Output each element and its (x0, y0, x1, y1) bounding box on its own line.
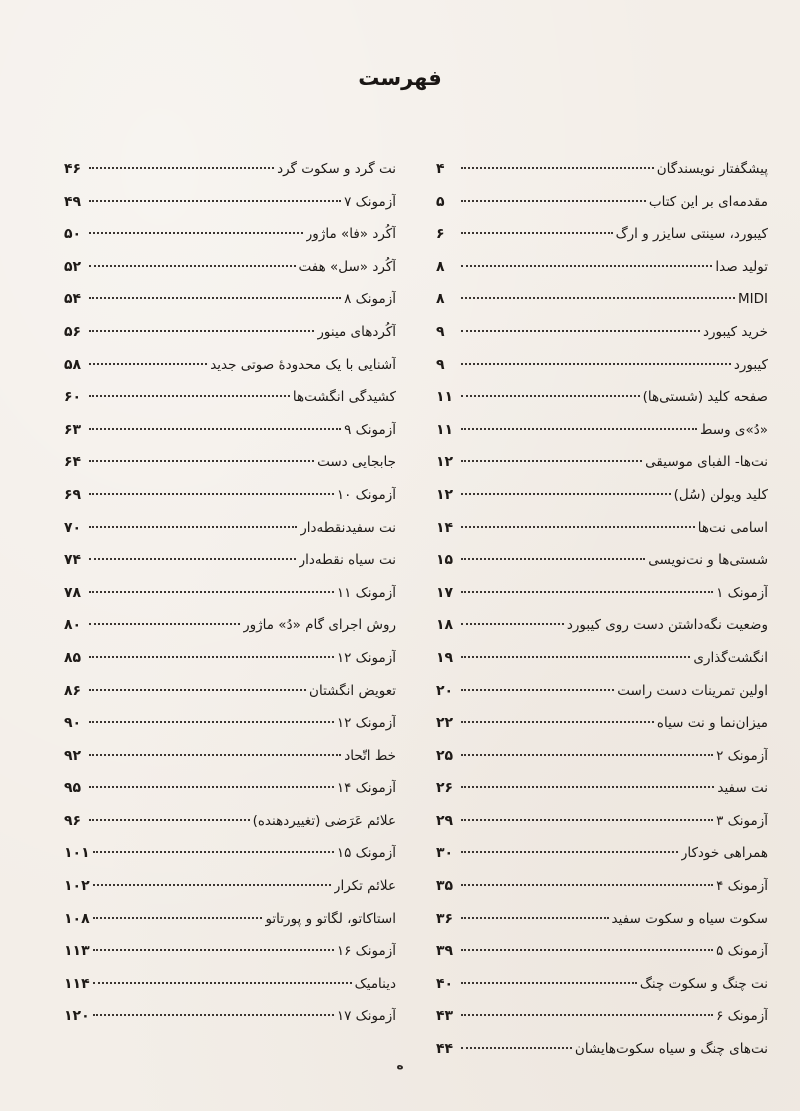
dot-leader (461, 786, 714, 788)
toc-entry-page: ۲۹ (436, 812, 454, 829)
dot-leader (93, 1014, 334, 1016)
toc-entry-page: ۴۴ (436, 1041, 454, 1058)
toc-entry-page: ۸۰ (64, 617, 82, 634)
dot-leader (93, 949, 334, 951)
toc-entry-page: ۵ (436, 193, 445, 210)
toc-entry-page: ۶۹ (64, 486, 82, 503)
dot-leader (461, 1014, 713, 1016)
toc-entry-title: آزمونک ۱ (716, 584, 768, 601)
dot-leader (89, 395, 290, 397)
toc-entry-page: ۲۲ (436, 715, 454, 732)
toc-entry-page: ۴۳ (436, 1008, 454, 1025)
toc-entry-page: ۶۴ (64, 454, 82, 471)
toc-entry-page: ۹ (436, 356, 445, 373)
toc-entry (64, 941, 396, 974)
toc-entry (436, 322, 768, 355)
toc-entry (64, 289, 396, 322)
toc-entry-page: ۱۰۸ (64, 910, 90, 927)
toc-entry (64, 713, 396, 746)
dot-leader (461, 917, 609, 919)
toc-entry-page: ۱۸ (436, 617, 454, 634)
toc-entry-title: مقدمه‌ای بر این کتاب (648, 193, 768, 210)
toc-entry (436, 615, 768, 648)
toc-entry-page: ۶ (436, 226, 445, 243)
dot-leader (89, 689, 306, 691)
toc-entry (436, 387, 768, 420)
toc-entry-title: اولین تمرینات دست راست (617, 682, 768, 699)
dot-leader (89, 363, 207, 365)
toc-entry-page: ۷۸ (64, 584, 82, 601)
dot-leader (461, 558, 645, 560)
toc-entry (64, 452, 396, 485)
toc-entry-page: ۱۹ (436, 649, 454, 666)
toc-entry-title: آزمونک ۷ (344, 193, 396, 210)
dot-leader (461, 721, 654, 723)
toc-entry (436, 355, 768, 388)
dot-leader (461, 200, 646, 202)
toc-entry-page: ۵۲ (64, 258, 82, 275)
dot-leader (461, 851, 678, 853)
toc-entry (436, 909, 768, 942)
dot-leader (461, 395, 640, 397)
toc-entry-page: ۱۲۰ (64, 1008, 90, 1025)
toc-entry-title: آزمونک ۱۲ (336, 715, 396, 732)
toc-entry (64, 159, 396, 192)
toc-entry-title: دینامیک (354, 975, 396, 992)
toc-entry-page: ۶۳ (64, 421, 82, 438)
dot-leader (461, 493, 671, 495)
dot-leader (89, 297, 341, 299)
toc-entry (64, 550, 396, 583)
dot-leader (461, 330, 700, 332)
toc-entry-page: ۸ (436, 291, 445, 308)
toc-entry-page: ۱۲ (436, 454, 454, 471)
toc-entry-page: ۴۶ (64, 161, 82, 177)
toc-column-right (436, 159, 768, 1072)
toc-entry-title: تعویض انگشتان (309, 682, 396, 699)
dot-leader (461, 689, 614, 691)
toc-entry-title: آزمونک ۱۶ (336, 943, 396, 960)
toc-entry (64, 518, 396, 551)
toc-entry (436, 941, 768, 974)
toc-entry-page: ۷۰ (64, 519, 82, 536)
toc-entry (64, 746, 396, 779)
dot-leader (89, 623, 240, 625)
toc-entry-title: کشیدگی انگشت‌ها (292, 389, 396, 406)
toc-entry-title: آکُردهای مینور (317, 323, 396, 340)
toc-entry (64, 974, 396, 1007)
toc-entry-title: نت سفیدنقطه‌دار (300, 519, 396, 536)
dot-leader (461, 656, 690, 658)
toc-entry (436, 224, 768, 257)
toc-entry-title: جابجایی دست (317, 454, 396, 471)
toc-entry (436, 257, 768, 290)
toc-entry-title: آزمونک ۱۴ (336, 780, 396, 797)
toc-entry (436, 713, 768, 746)
toc-entry-title: «دُ»ی وسط (699, 421, 768, 438)
toc-entry (64, 224, 396, 257)
toc-entry (436, 485, 768, 518)
toc-entry-page: ۸۵ (64, 649, 82, 666)
toc-entry-page: ۲۶ (436, 780, 454, 797)
toc-entry-page: ۴۹ (64, 193, 82, 210)
dot-leader (461, 623, 564, 625)
dot-leader (461, 297, 735, 299)
toc-entry-page: ۹۶ (64, 812, 82, 829)
toc-entry-page: ۸۶ (64, 682, 82, 699)
toc-entry-page: ۴۰ (436, 975, 454, 992)
toc-entry-page: ۵۶ (64, 323, 82, 340)
toc-entry-title: همراهی خودکار (680, 845, 768, 862)
toc-column-left (64, 159, 396, 1039)
dot-leader (89, 265, 296, 267)
dot-leader (461, 363, 731, 365)
toc-entry-page: ۳۵ (436, 878, 454, 895)
toc-entry (436, 648, 768, 681)
toc-entry-title: خرید کیبورد (702, 323, 768, 340)
toc-entry-title: خط اتّحاد (344, 747, 396, 764)
toc-entry-page: ۹ (436, 323, 445, 340)
toc-entry (436, 583, 768, 616)
toc-entry-page: ۵۰ (64, 226, 82, 243)
toc-entry-title: آزمونک ۱۱ (336, 584, 396, 601)
toc-entry-title: صفحه کلید (شستی‌ها) (642, 389, 768, 406)
dot-leader (461, 1047, 572, 1049)
dot-leader (89, 428, 341, 430)
toc-entry (436, 550, 768, 583)
toc-entry-title: آزمونک ۱۷ (336, 1008, 396, 1025)
toc-entry-page: ۱۱ (436, 389, 454, 406)
toc-entry (64, 615, 396, 648)
toc-entry-page: ۳۰ (436, 845, 454, 862)
toc-entry (64, 1006, 396, 1039)
toc-entry-page: ۱۵ (436, 552, 454, 569)
toc-entry (64, 355, 396, 388)
toc-entry-title: آزمونک ۴ (716, 878, 768, 895)
toc-entry-title: علائم تکرار (333, 878, 396, 895)
dot-leader (89, 493, 334, 495)
toc-entry (64, 387, 396, 420)
toc-entry (436, 746, 768, 779)
toc-entry (436, 974, 768, 1007)
toc-entry (436, 420, 768, 453)
toc-entry (436, 192, 768, 225)
toc-entry-title: نت‌ها- الفبای موسیقی (645, 454, 768, 471)
toc-entry (436, 778, 768, 811)
dot-leader (89, 819, 250, 821)
dot-leader (461, 591, 713, 593)
toc-entry (64, 257, 396, 290)
toc-entry-page: ۱۱۴ (64, 975, 90, 992)
toc-entry (64, 876, 396, 909)
toc-entry-title: آزمونک ۱۵ (336, 845, 396, 862)
toc-entry-title: سکوت سیاه و سکوت سفید (611, 910, 768, 927)
toc-entry-page: ۲۵ (436, 747, 454, 764)
toc-entry-title: آکُرد «سل» هفت (298, 258, 396, 275)
dot-leader (89, 591, 334, 593)
dot-leader (89, 754, 341, 756)
toc-entry (436, 289, 768, 322)
toc-entry-page: ۵۸ (64, 356, 82, 373)
toc-entry (64, 485, 396, 518)
dot-leader (461, 460, 642, 462)
toc-entry (436, 843, 768, 876)
dot-leader (461, 982, 637, 984)
toc-entry-title: شستی‌ها و نت‌نویسی (648, 552, 768, 569)
toc-entry-page: ۱۱۳ (64, 943, 90, 960)
toc-entry (436, 452, 768, 485)
dot-leader (89, 656, 334, 658)
toc-entry-title: تولید صدا (715, 258, 768, 275)
toc-entry (64, 811, 396, 844)
toc-entry-title: آکُرد «فا» ماژور (305, 226, 396, 243)
toc-entry-title: نت سفید (717, 780, 768, 797)
toc-entry-title: میزان‌نما و نت سیاه (656, 715, 768, 732)
dot-leader (89, 526, 297, 528)
dot-leader (93, 884, 331, 886)
dot-leader (89, 330, 314, 332)
toc-entry-title: اسامی نت‌ها (697, 519, 768, 536)
toc-entry-title: کلید ویولن (سُل) (673, 486, 768, 503)
toc-entry-page: ۳۹ (436, 943, 454, 960)
toc-entry-page: ۱۰۲ (64, 878, 90, 895)
toc-entry (436, 518, 768, 551)
toc-entry-page: ۹۵ (64, 780, 82, 797)
dot-leader (89, 786, 334, 788)
toc-entry-title: MIDI (737, 291, 768, 308)
dot-leader (89, 232, 303, 234)
toc-entry-title: آزمونک ۹ (344, 421, 396, 438)
dot-leader (461, 949, 713, 951)
toc-entry-title: آشنایی با یک محدودهٔ صوتی جدید (210, 356, 396, 373)
toc-entry (64, 778, 396, 811)
toc-entry-title: کیبورد، سینتی سایزر و ارگ (615, 226, 768, 243)
toc-entry-title: کیبورد (733, 356, 768, 373)
toc-entry-page: ۴ (436, 161, 445, 177)
toc-entry-title: نت چنگ و سکوت چنگ (639, 975, 768, 992)
toc-entry (436, 876, 768, 909)
dot-leader (461, 754, 713, 756)
toc-entry-title: نت سیاه نقطه‌دار (298, 552, 396, 569)
dot-leader (89, 200, 341, 202)
toc-entry-page: ۶۰ (64, 389, 82, 406)
toc-entry-title: پیشگفتار نویسندگان (656, 161, 768, 177)
toc-entry (64, 583, 396, 616)
toc-entry-page: ۸ (436, 258, 445, 275)
dot-leader (461, 167, 654, 169)
toc-entry (64, 420, 396, 453)
dot-leader (461, 526, 695, 528)
toc-entry-title: استاکاتو، لگاتو و پورتاتو (265, 910, 396, 927)
toc-entry-page: ۵۴ (64, 291, 82, 308)
dot-leader (461, 884, 713, 886)
page-title: فهرست (358, 66, 442, 90)
toc-entry-title: آزمونک ۱۲ (336, 649, 396, 666)
toc-entry-page: ۹۰ (64, 715, 82, 732)
toc-entry-title: روش اجرای گام «دُ» ماژور (243, 617, 396, 634)
toc-entry-title: آزمونک ۲ (716, 747, 768, 764)
dot-leader (89, 721, 334, 723)
toc-entry (64, 681, 396, 714)
dot-leader (93, 982, 352, 984)
toc-entry-page: ۷۴ (64, 552, 82, 569)
dot-leader (93, 851, 334, 853)
toc-entry (64, 648, 396, 681)
toc-entry-page: ۱۷ (436, 584, 454, 601)
toc-entry-title: نت گرد و سکوت گرد (277, 161, 396, 177)
toc-entry (64, 322, 396, 355)
toc-entry-title: انگشت‌گذاری (693, 649, 768, 666)
toc-entry (436, 681, 768, 714)
page-folio: ه (396, 1058, 404, 1072)
toc-entry-page: ۲۰ (436, 682, 454, 699)
toc-entry (436, 811, 768, 844)
toc-entry-page: ۱۲ (436, 486, 454, 503)
dot-leader (461, 265, 712, 267)
toc-entry (64, 843, 396, 876)
toc-entry-title: نت‌های چنگ و سیاه سکوت‌هایشان (574, 1041, 768, 1058)
toc-entry (436, 1006, 768, 1039)
toc-entry-title: آزمونک ۸ (344, 291, 396, 308)
toc-entry (436, 159, 768, 192)
toc-entry-page: ۳۶ (436, 910, 454, 927)
toc-entry (64, 909, 396, 942)
dot-leader (89, 558, 296, 560)
toc-entry-title: وضعیت نگه‌داشتن دست روی کیبورد (566, 617, 768, 634)
dot-leader (89, 460, 314, 462)
toc-entry-page: ۹۲ (64, 747, 82, 764)
toc-entry-title: آزمونک ۶ (716, 1008, 768, 1025)
toc-entry-page: ۱۴ (436, 519, 454, 536)
dot-leader (461, 428, 697, 430)
toc-entry-title: آزمونک ۳ (716, 812, 768, 829)
toc-entry-title: آزمونک ۵ (716, 943, 768, 960)
toc-entry-page: ۱۱ (436, 421, 454, 438)
dot-leader (461, 232, 613, 234)
toc-entry-title: آزمونک ۱۰ (336, 486, 396, 503)
dot-leader (461, 819, 713, 821)
toc-entry-page: ۱۰۱ (64, 845, 90, 862)
dot-leader (89, 167, 274, 169)
toc-entry (64, 192, 396, 225)
dot-leader (93, 917, 263, 919)
toc-entry-title: علائم عَرَضی (تغییردهنده) (252, 812, 396, 829)
